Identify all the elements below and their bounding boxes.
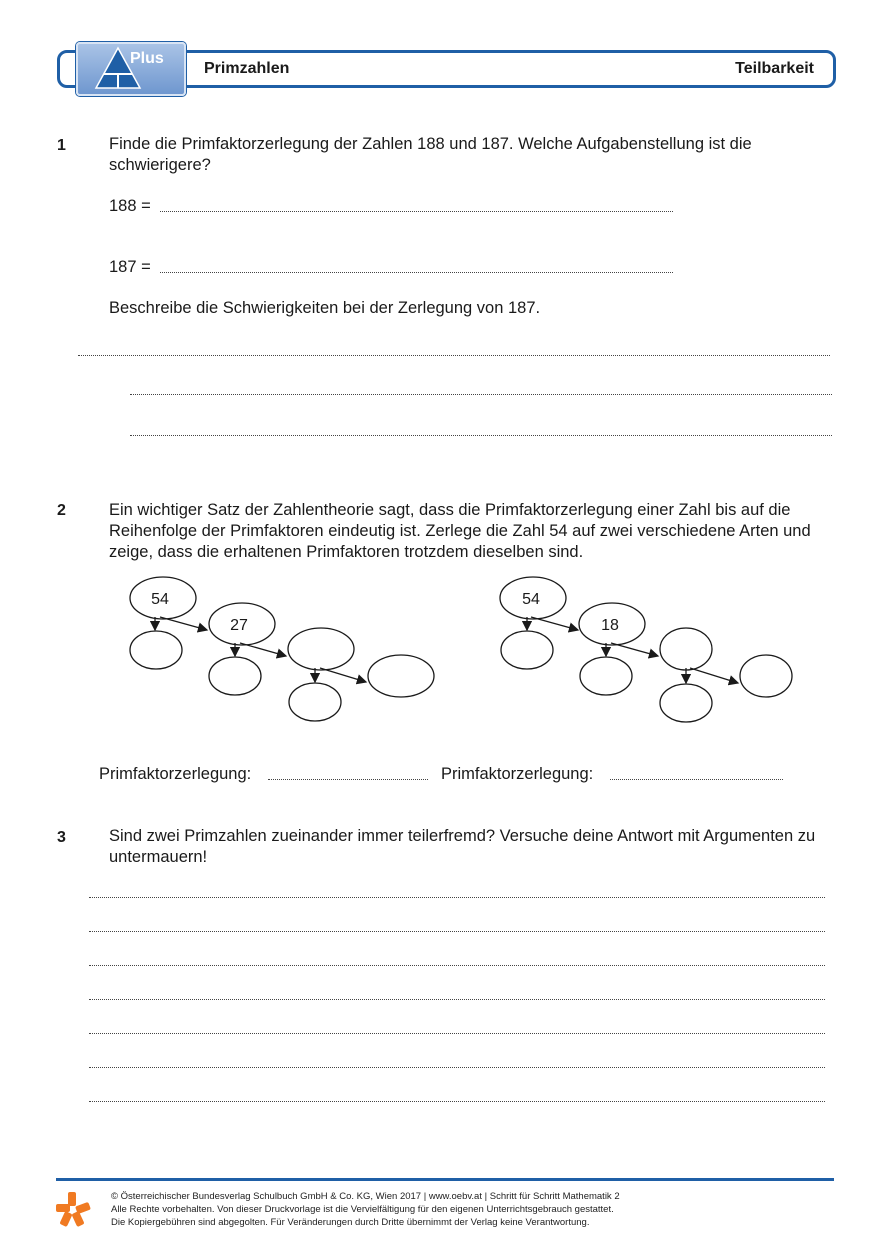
tree-left-node-empty: [288, 628, 354, 670]
answer-line[interactable]: [89, 931, 825, 932]
tree-left-node-empty: [289, 683, 341, 721]
task-3-number: 3: [57, 829, 66, 846]
tree-right-node-empty: [660, 684, 712, 722]
answer-line[interactable]: [89, 965, 825, 966]
result-label-left: Primfaktorzerlegung:: [99, 765, 252, 783]
answer-line[interactable]: [89, 999, 825, 1000]
result-line-left[interactable]: [268, 779, 428, 780]
tree-right-node-empty: [740, 655, 792, 697]
tree-left-node-empty: [209, 657, 261, 695]
tree-left-second-label: 27: [230, 617, 248, 634]
answer-line[interactable]: [89, 1101, 825, 1102]
tree-right-second-label: 18: [601, 617, 619, 634]
task-1-prompt: Beschreibe die Schwierigkeiten bei der Zerlegung von 187.: [109, 299, 541, 317]
answer-188-label: 188 =: [109, 197, 151, 215]
page-title: Primzahlen: [204, 60, 290, 77]
task-2-text: Ein wichtiger Satz der Zahlentheorie sagt, dass die Primfaktorzerlegung einer Zahl bis auf die Reihenfolge der Primfaktoren eindeutig ist. Zerlege die Zahl 54 auf zwei verschiedene Arten und zeige, dass die erhaltenen Primfaktoren trotzdem dieselben sind.: [109, 501, 811, 561]
footer-line-1: © Österreichischer Bundesverlag Schulbuch GmbH & Co. KG, Wien 2017 | www.oebv.at | Schritt für Schritt Mathematik 2: [111, 1191, 620, 1202]
tree-left-root-label: 54: [151, 591, 169, 608]
task-2-number: 2: [57, 502, 66, 519]
footer-line-3: Die Kopiergebühren sind abgegolten. Für Veränderungen durch Dritte übernimmt der Verlag keine Verantwortung.: [111, 1217, 590, 1228]
tree-left-node-empty: [368, 655, 434, 697]
tree-left-node-empty: [130, 631, 182, 669]
publisher-logo-icon: [54, 1190, 94, 1230]
plus-label: Plus: [130, 50, 164, 67]
tree-right-root-label: 54: [522, 591, 540, 608]
footer-copyright: [111, 1190, 620, 1229]
tree-right-node-empty: [660, 628, 712, 670]
task-1-text: Finde die Primfaktorzerlegung der Zahlen 188 und 187. Welche Aufgabenstellung ist die schwierigere?: [109, 135, 752, 174]
answer-line[interactable]: [89, 897, 825, 898]
page-topic: Teilbarkeit: [735, 60, 814, 77]
footer-divider: [56, 1178, 834, 1181]
task-1-number: 1: [57, 137, 66, 154]
footer-line-2: Alle Rechte vorbehalten. Von dieser Druckvorlage ist die Vervielfältigung für den eigenen Unterrichtsgebrauch gestattet.: [111, 1204, 614, 1215]
result-label-right: Primfaktorzerlegung:: [441, 765, 594, 783]
tree-right-arrow: [690, 668, 738, 683]
answer-line[interactable]: [89, 1033, 825, 1034]
answer-line[interactable]: [89, 1067, 825, 1068]
tree-left-arrow: [240, 643, 286, 656]
result-line-right[interactable]: [610, 779, 783, 780]
tree-right-arrow: [531, 617, 578, 630]
answer-187-label: 187 =: [109, 258, 151, 276]
tree-right-node-empty: [501, 631, 553, 669]
tree-right-node-empty: [580, 657, 632, 695]
tree-left-arrow: [160, 617, 207, 630]
tree-right-arrow: [611, 643, 658, 656]
tree-left-arrow: [320, 668, 366, 682]
task-3-text: Sind zwei Primzahlen zueinander immer teilerfremd? Versuche deine Antwort mit Argumenten zu untermauern!: [109, 827, 816, 866]
